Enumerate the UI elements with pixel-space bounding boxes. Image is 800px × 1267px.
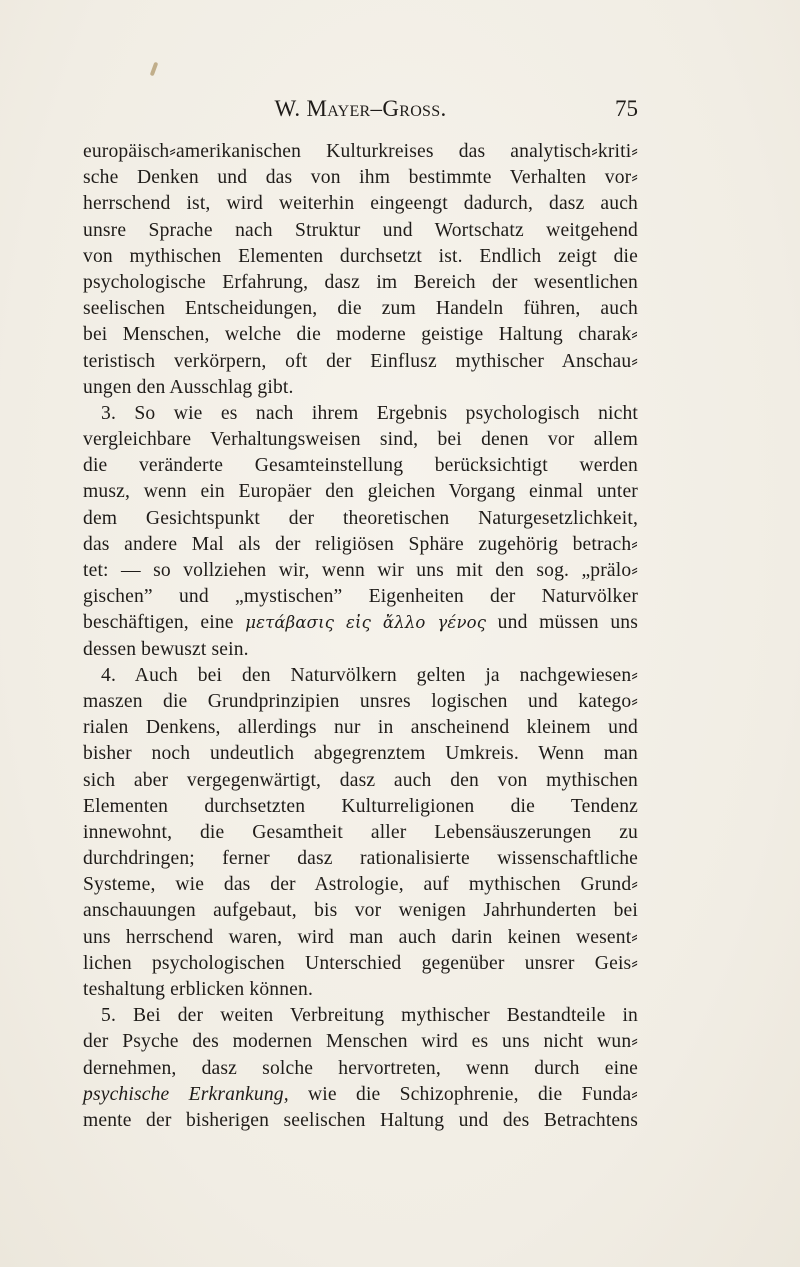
- text-line: Systeme, wie das der Astrologie, auf mythischen Grund⸗: [83, 874, 638, 896]
- paragraph-3-start: 3. So wie es nach ihrem Ergebnis psychologisch nicht: [101, 402, 638, 424]
- text-line: teshaltung erblicken können.: [83, 979, 314, 1000]
- text-line: uns herrschend waren, wird man auch darin keinen wesent⸗: [83, 926, 638, 948]
- text-line: psychologische Erfahrung, dasz im Bereich der wesentlichen: [83, 271, 638, 293]
- text-line: seelischen Entscheidungen, die zum Handeln führen, auch: [83, 298, 638, 320]
- text-line: Elementen durchsetzten Kulturreligionen die Tendenz: [83, 795, 638, 817]
- text-line: von mythischen Elementen durchsetzt ist. Endlich zeigt die: [83, 245, 638, 267]
- greek-phrase: μετάβασις εἰς ἄλλο γένος: [245, 613, 487, 633]
- emphasized-phrase: psychische Erkrankung,: [83, 1083, 289, 1105]
- text-line: herrschend ist, wird weiterhin eingeengt dadurch, dasz auch: [83, 193, 638, 215]
- text-line: durchdringen; ferner dasz rationalisierte wissenschaftliche: [83, 848, 638, 870]
- text-line-with-greek: [83, 610, 638, 636]
- text-line: unsre Sprache nach Struktur und Wortschatz weitgehend: [83, 219, 638, 241]
- text-line: musz, wenn ein Europäer den gleichen Vorgang einmal unter: [83, 481, 638, 503]
- text-line: innewohnt, die Gesamtheit aller Lebensäuszerungen zu: [83, 821, 638, 843]
- page-number: 75: [615, 96, 638, 121]
- text-line: mente der bisherigen seelischen Haltung und des Betrachtens: [83, 1109, 638, 1131]
- text-line: bei Menschen, welche die moderne geistige Haltung charak⸗: [83, 324, 638, 346]
- text-line: tet: — so vollziehen wir, wenn wir uns mit den sog. „prälo⸗: [83, 560, 638, 581]
- paragraph-4-start: 4. Auch bei den Naturvölkern gelten ja nachgewiesen⸗: [101, 664, 638, 686]
- text-line: die veränderte Gesamteinstellung berücksichtigt werden: [83, 455, 638, 477]
- text-line: teristisch verkörpern, oft der Einflusz mythischer Anschau⸗: [83, 350, 638, 372]
- text-segment: und müssen uns: [486, 612, 638, 634]
- text-line: der Psyche des modernen Menschen wird es uns nicht wun⸗: [83, 1031, 638, 1053]
- text-line: bisher noch undeutlich abgegrenztem Umkreis. Wenn man: [83, 743, 638, 765]
- text-line: das andere Mal als der religiösen Sphäre zugehörig betrach⸗: [83, 533, 638, 555]
- text-line: maszen die Grundprinzipien unsres logischen und katego⸗: [83, 690, 638, 712]
- text-line: sche Denken und das von ihm bestimmte Verhalten vor⸗: [83, 167, 638, 189]
- author-name: W. Mayer–Gross.: [274, 96, 447, 121]
- paper-speck: [150, 62, 159, 77]
- text-line: anschauungen aufgebaut, bis vor wenigen Jahrhunderten bei: [83, 900, 638, 922]
- text-line: vergleichbare Verhaltungsweisen sind, bei denen vor allem: [83, 429, 638, 451]
- text-line: lichen psychologischen Unterschied gegenüber unsrer Geis⸗: [83, 952, 638, 974]
- text-line: ungen den Ausschlag gibt.: [83, 376, 294, 398]
- text-line: rialen Denkens, allerdings nur in anscheinend kleinem und: [83, 717, 638, 739]
- text-line: dernehmen, dasz solche hervortreten, wenn durch eine: [83, 1057, 638, 1079]
- body-text: [83, 139, 638, 1134]
- text-line: gischen” und „mystischen” Eigenheiten der Naturvölker: [83, 586, 638, 608]
- text-line: dessen bewuszt sein.: [83, 638, 249, 660]
- text-line: europäisch⸗amerikanischen Kulturkreises das analytisch⸗kriti⸗: [83, 141, 638, 162]
- text-line-with-emphasis: [83, 1082, 638, 1108]
- text-line: dem Gesichtspunkt der theoretischen Naturgesetzlichkeit,: [83, 507, 638, 529]
- text-line: sich aber vergegenwärtigt, dasz auch den von mythischen: [83, 769, 638, 791]
- paragraph-5-start: 5. Bei der weiten Verbreitung mythischer Bestandteile in: [101, 1005, 638, 1027]
- page-header: [83, 96, 638, 130]
- running-head-author: [83, 96, 638, 122]
- text-segment: beschäftigen, eine: [83, 612, 246, 634]
- text-segment: wie die Schizophrenie, die Funda⸗: [288, 1083, 638, 1105]
